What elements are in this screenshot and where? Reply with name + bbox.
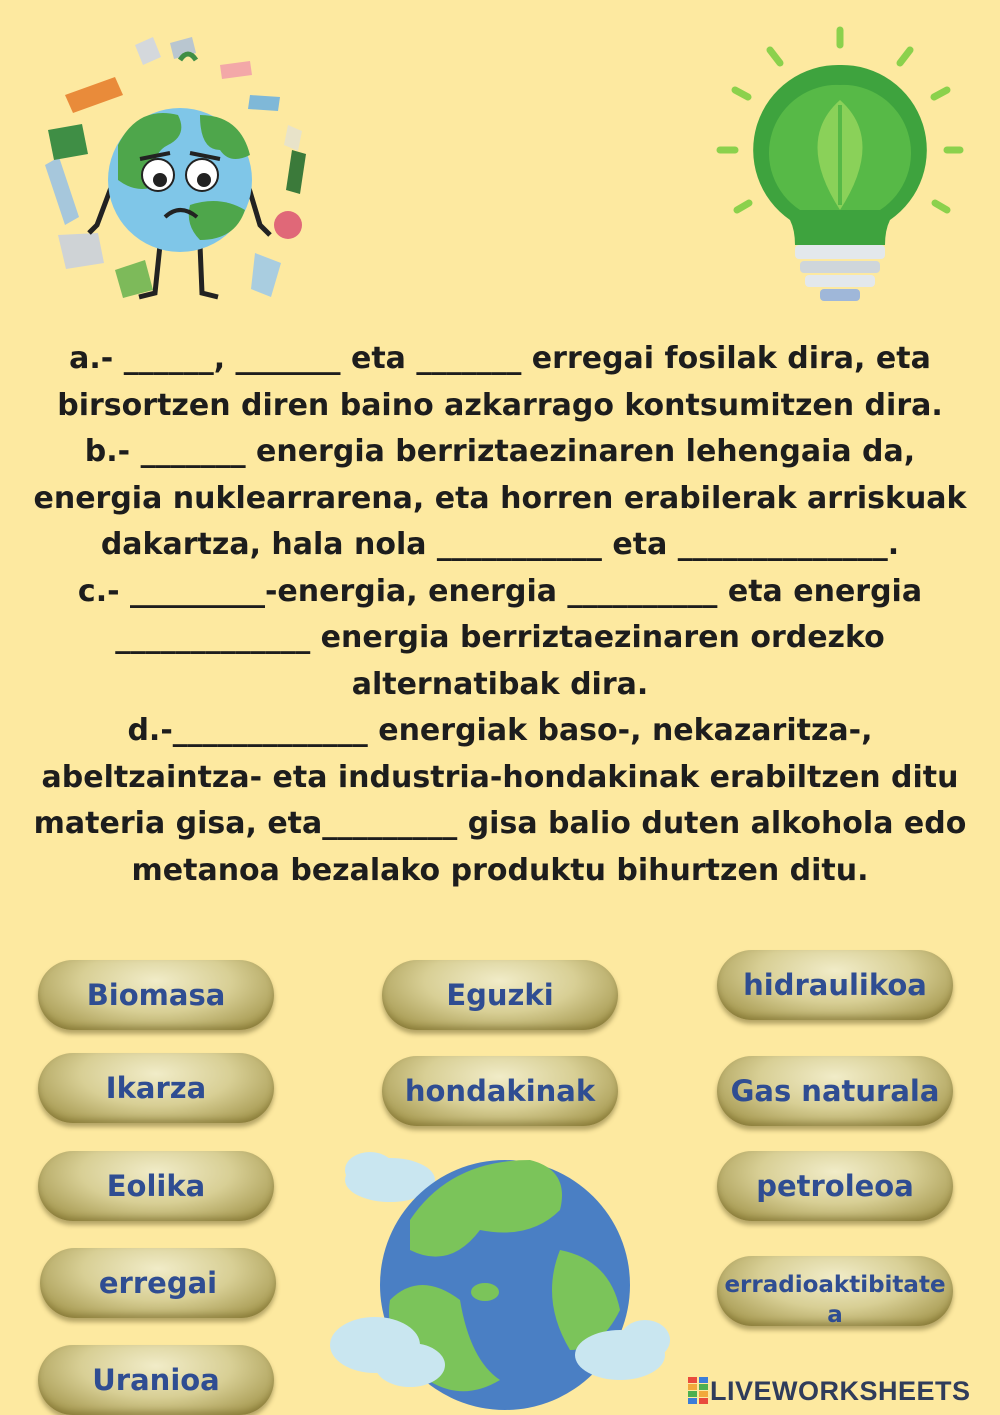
word-label: petroleoa [756,1169,914,1203]
earth-globe-illustration [330,1140,670,1415]
logo-text: LIVEWORKSHEETS [710,1375,971,1406]
fill-in-the-blanks-text [30,336,970,894]
sad-earth-illustration [40,35,320,305]
word-label: Eolika [106,1169,206,1203]
word-label: hidraulikoa [743,968,927,1002]
word-option-petroleoa[interactable] [717,1151,953,1221]
word-label: Ikarza [105,1071,207,1105]
sentence-c: c.- _________-energia, energia __________ eta energia _____________ energia berriztaezinaren ordezko alternatibak dira. [77,573,923,702]
word-option-erregai[interactable] [40,1248,276,1318]
word-option-erradioaktibitatea[interactable] [717,1256,953,1326]
word-label: erregai [98,1266,218,1300]
word-label: Eguzki [446,978,554,1012]
liveworksheets-logo-icon [688,1377,708,1405]
word-option-uranioa[interactable] [38,1345,274,1415]
word-label: Uranioa [92,1363,220,1397]
word-label: Gas naturala [730,1074,940,1108]
sentence-d: d.-_____________ energiak baso-, nekazaritza-, abeltzaintza- eta industria-hondakinak erabiltzen ditu materia gisa, eta_________ gisa balio duten alkohola edo metanoa bezalako produktu bihurtzen ditu. [33,713,967,888]
word-option-gas-naturala[interactable] [717,1056,953,1126]
word-option-eolika[interactable] [38,1151,274,1221]
word-option-hidraulikoa[interactable] [717,950,953,1020]
sentence-a: a.- ______, _______ eta _______ erregai fosilak dira, eta birsortzen diren baino azkarrago kontsumitzen dira. [57,341,943,423]
word-label: erradioaktibitatea [724,1272,946,1328]
word-option-ikarza[interactable] [38,1053,274,1123]
liveworksheets-logo [688,1373,971,1409]
lightbulb-leaf-icon [715,25,970,310]
sentence-b: b.- _______ energia berriztaezinaren lehengaia da, energia nuklearrarena, eta horren erabilerak arriskuak dakartza, hala nola ___________ eta ______________. [33,434,967,562]
word-option-biomasa[interactable] [38,960,274,1030]
word-option-eguzki[interactable] [382,960,618,1030]
word-label: Biomasa [86,978,226,1012]
word-option-hondakinak[interactable] [382,1056,618,1126]
word-label: hondakinak [404,1074,596,1108]
